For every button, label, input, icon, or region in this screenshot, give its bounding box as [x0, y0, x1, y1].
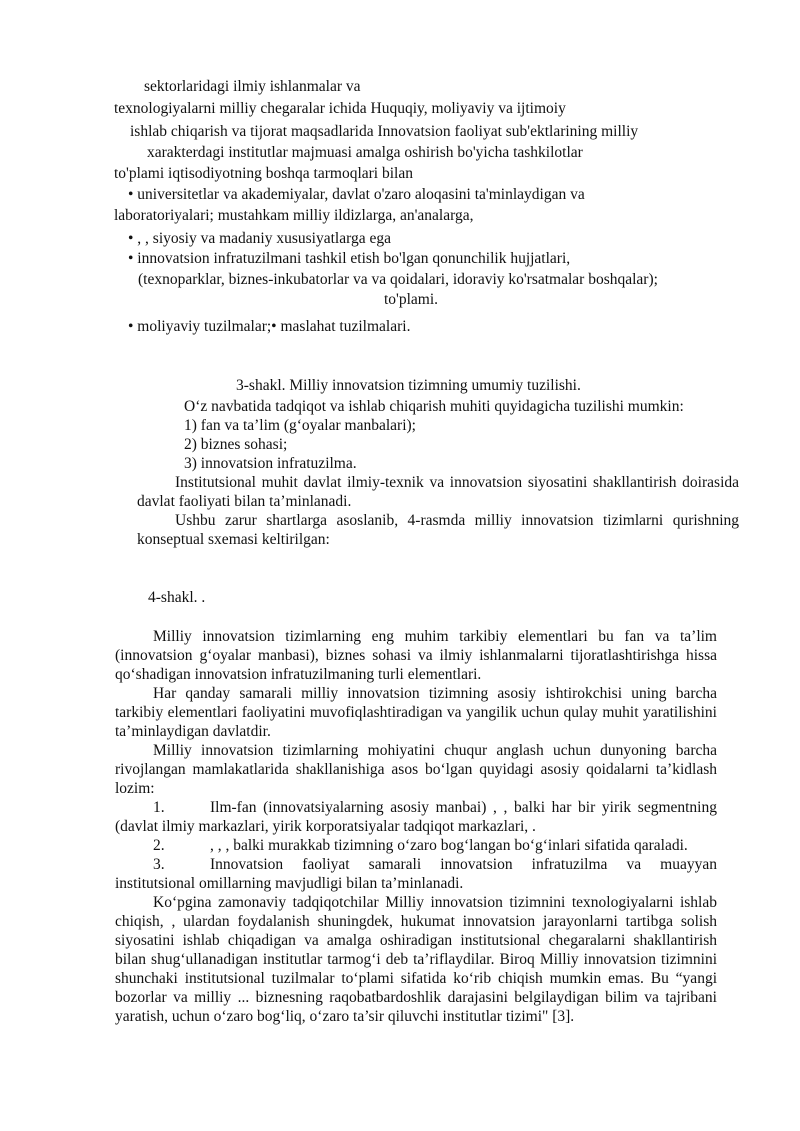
figure-4-caption: 4-shakl. . [148, 589, 206, 606]
diagram-fragment: laboratoriyalari; mustahkam milliy ildizlarga, an'analarga, [114, 207, 474, 224]
principle-text: Innovatsion faoliyat samarali innovatsion infratuzilma va muayyan [210, 856, 717, 873]
diagram-fragment: to'plami iqtisodiyotning boshqa tarmoqlari bilan [114, 165, 413, 182]
principle-number: 3. [153, 856, 165, 873]
diagram-fragment: • innovatsion infratuzilmani tashkil etish bo'lgan qonunchilik hujjatlari, [128, 250, 571, 267]
paragraph: Har qanday samarali milliy innovatsion tizimning asosiy ishtirokchisi uning barcha tarkibiy elementlari faoliyatini muvofiqlashtiradigan va yangilik uchun qulay muhit yaratilishini ta’minlaydigan davlatdir. [115, 685, 717, 740]
paragraph-final: Ko‘pgina zamonaviy tadqiqotchilar Milliy innovatsion tizimnini texnologiyalarni ishlab chiqish, , ulardan foydalanish shuningdek, hukumat innovatsion jarayonlarni tartibga solish siyosatini ishlab chiqadigan va amalga oshiradigan institutsional chegaralarni shakllantirish bilan shug‘ullanadigan institutlar tarmog‘i deb ta’riflaydilar. Biroq Milliy innovatsion tizimnini shunchaki institutsional tuzilmalar to‘plami sifatida ko‘rib chiqish mumkin emas. Bu “yangi bozorlar va milliy ... biznesning raqobatbardoshlik darajasini belgilaydigan bilim va tajribani yaratish, uchun o‘zaro bog‘liq, o‘zaro ta’sir qiluvchi institutlar tizimi" [3]. [115, 894, 717, 1025]
diagram-fragment: ishlab chiqarish va tijorat maqsadlarida Innovatsion faoliyat sub'ektlarining milliy [130, 123, 639, 140]
principle-item [153, 798, 717, 817]
diagram-fragment: sektorlaridagi ilmiy ishlanmalar va [144, 78, 361, 95]
intro-line: O‘z navbatida tadqiqot va ishlab chiqarish muhiti quyidagicha tuzilishi mumkin: [184, 398, 684, 415]
diagram-fragment: to'plami. [384, 291, 439, 308]
paragraph-scheme: Ushbu zarur shartlarga asoslanib, 4-rasmda milliy innovatsion tizimlarni qurishning konseptual sxemasi keltirilgan: [137, 512, 739, 548]
principle-text: Ilm-fan (innovatsiyalarning asosiy manbai) , , balki har bir yirik segmentning [210, 799, 717, 816]
diagram-fragment: • universitetlar va akademiyalar, davlat o'zaro aloqasini ta'minlaydigan va [128, 186, 585, 203]
diagram-fragment: texnologiyalarni milliy chegaralar ichida Huquqiy, moliyaviy va ijtimoiy [114, 100, 566, 117]
diagram-fragment: • , , siyosiy va madaniy xususiyatlarga ega [128, 230, 391, 247]
paragraph: Milliy innovatsion tizimlarning eng muhim tarkibiy elementlari bu fan va ta’lim (innovatsion g‘oyalar manbasi), biznes sohasi va ilmiy ishlanmalarni tijoratlashtirishga hissa qo‘shadigan innovatsion infratuzilmaning turli elementlari. [115, 628, 717, 683]
figure-3-caption: 3-shakl. Milliy innovatsion tizimning umumiy tuzilishi. [236, 377, 581, 394]
diagram-fragment: • moliyaviy tuzilmalar;• maslahat tuzilmalari. [128, 318, 411, 335]
principle-text: , , , balki murakkab tizimning o‘zaro bog‘langan bo‘g‘inlari sifatida qaraladi. [210, 837, 688, 854]
principle-continuation: (davlat ilmiy markazlari, yirik korporatsiyalar tadqiqot markazlari, . [115, 818, 536, 835]
diagram-fragment: (texnoparklar, biznes-inkubatorlar va va qoidalari, idoraviy ko'rsatmalar boshqalar); [138, 271, 658, 288]
principle-number: 1. [153, 799, 165, 816]
paragraph: Milliy innovatsion tizimlarning mohiyatini chuqur anglash uchun dunyoning barcha rivojlangan mamlakatlarida shakllanishiga asos bo‘lgan quyidagi asosiy qoidalarni ta’kidlash lozim: [115, 742, 717, 797]
diagram-fragment: xarakterdagi institutlar majmuasi amalga oshirish bo'yicha tashkilotlar [147, 144, 583, 161]
principle-item [153, 855, 717, 874]
list-item: 3) innovatsion infratuzilma. [184, 455, 357, 472]
principle-item [153, 836, 717, 855]
list-item: 1) fan va ta’lim (g‘oyalar manbalari); [184, 417, 416, 434]
principle-number: 2. [153, 837, 165, 854]
paragraph-institutional: Institutsional muhit davlat ilmiy-texnik va innovatsion siyosatini shakllantirish doirasida davlat faoliyati bilan ta’minlanadi. [137, 474, 739, 510]
principle-continuation: institutsional omillarning mavjudligi bilan ta’minlanadi. [115, 875, 464, 892]
list-item: 2) biznes sohasi; [184, 436, 288, 453]
